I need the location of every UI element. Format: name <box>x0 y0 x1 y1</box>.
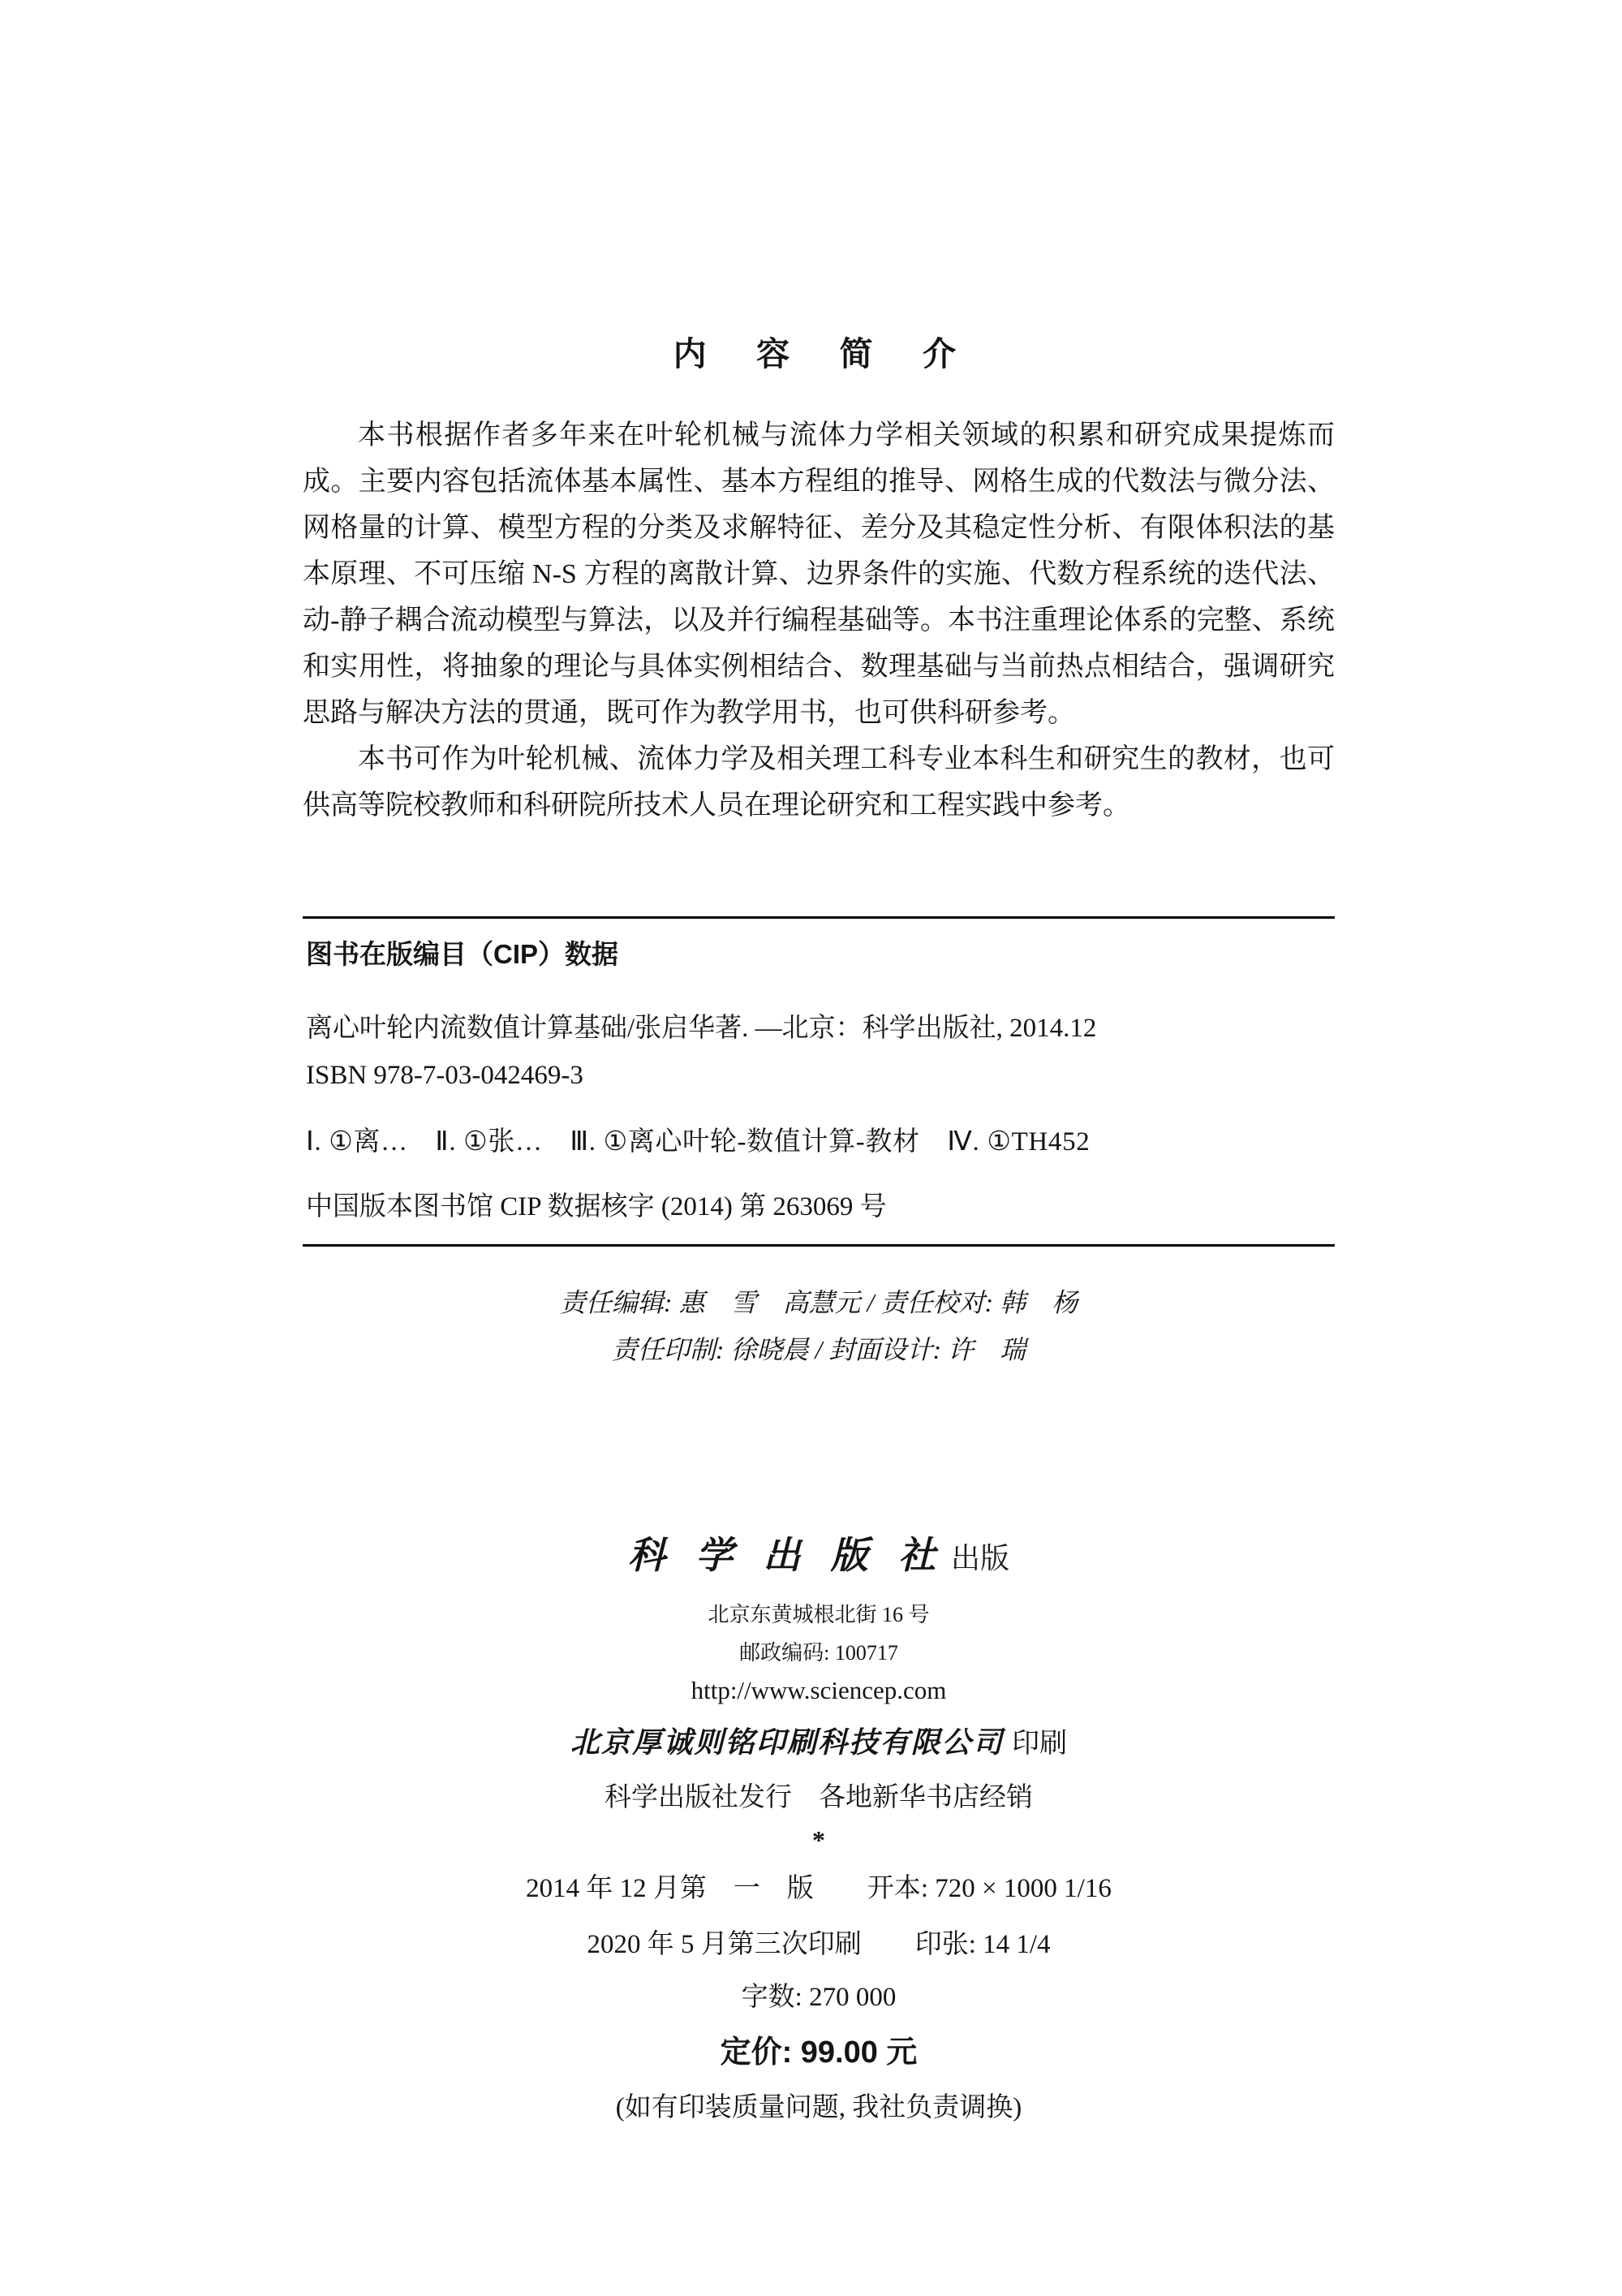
publisher-address: 北京东黄城根北街 16 号 <box>708 1603 930 1626</box>
cip-data-box <box>303 916 1335 1247</box>
publisher-postcode: 邮政编码: 100717 <box>739 1641 898 1665</box>
cip-bibliographic-line: 离心叶轮内流数值计算基础/张启华著. —北京：科学出版社, 2014.12 <box>306 1014 1097 1043</box>
intro-paragraph-2: 本书可作为叶轮机械、流体力学及相关理工科专业本科生和研究生的教材，也可供高等院校教师和科研院所技术人员在理论研究和工程实践中参考。 <box>303 744 1335 821</box>
publisher-colophon <box>303 1532 1335 2124</box>
edition-line-1: 2014 年 12 月第 一 版 开本: 720 × 1000 1/16 <box>526 1874 1112 1903</box>
price: 定价: 99.00 元 <box>720 2035 918 2070</box>
divider-star: * <box>812 1825 825 1854</box>
credits-printing-line: 责任印制: 徐晓晨 / 封面设计: 许 瑞 <box>611 1335 1026 1364</box>
distribution-line: 科学出版社发行 各地新华书店经销 <box>604 1783 1033 1812</box>
word-count: 字数: 270 000 <box>741 1983 897 2012</box>
cip-isbn: ISBN 978-7-03-042469-3 <box>306 1061 583 1090</box>
printer-company-name: 北京厚诚则铭印刷科技有限公司 <box>570 1726 1005 1759</box>
cip-classification: Ⅰ. ①离… Ⅱ. ①张… Ⅲ. ①离心叶轮-数值计算-教材 Ⅳ. ①TH452 <box>306 1127 1091 1157</box>
cip-registry-number: 中国版本图书馆 CIP 数据核字 (2014) 第 263069 号 <box>306 1192 887 1221</box>
content-column <box>303 0 1335 2124</box>
cip-heading: 图书在版编目（CIP）数据 <box>306 939 619 969</box>
staff-credits <box>303 1279 1335 1373</box>
quality-note: (如有印装质量问题, 我社负责调换) <box>615 2093 1022 2122</box>
press-publish-label: 出版 <box>950 1542 1009 1574</box>
printer-label: 印刷 <box>1012 1729 1068 1759</box>
page-title: 内 容 简 介 <box>673 335 965 373</box>
printer-line <box>303 1720 1335 1761</box>
intro-paragraph-1: 本书根据作者多年来在叶轮机械与流体力学相关领域的积累和研究成果提炼而成。主要内容包括流体基本属性、基本方程组的推导、网格生成的代数法与微分法、网格量的计算、模型方程的分类及求解特征、差分及其稳定性分析、有限体积法的基本原理、不可压缩 N-S 方程的离散计算、边界条件的实施、代数方程系统的迭代法、动-静子耦合流动模型与算法，以及并行编程基础等。本书注重理论体系的完整、系统和实用性，将抽象的理论与具体实例相结合、数理基础与当前热点相结合，强调研究思路与解决方法的贯通，既可作为教学用书，也可供科研参考。 <box>303 420 1335 728</box>
press-line <box>303 1532 1335 1588</box>
publisher-website: http://www.sciencep.com <box>691 1676 947 1704</box>
edition-line-2: 2020 年 5 月第三次印刷 印张: 14 1/4 <box>587 1930 1051 1959</box>
credits-editors-line: 责任编辑: 惠 雪 高慧元 / 责任校对: 韩 杨 <box>559 1288 1078 1317</box>
intro-section <box>303 412 1335 829</box>
press-logo-text: 科 学 出 版 社 <box>628 1535 946 1576</box>
